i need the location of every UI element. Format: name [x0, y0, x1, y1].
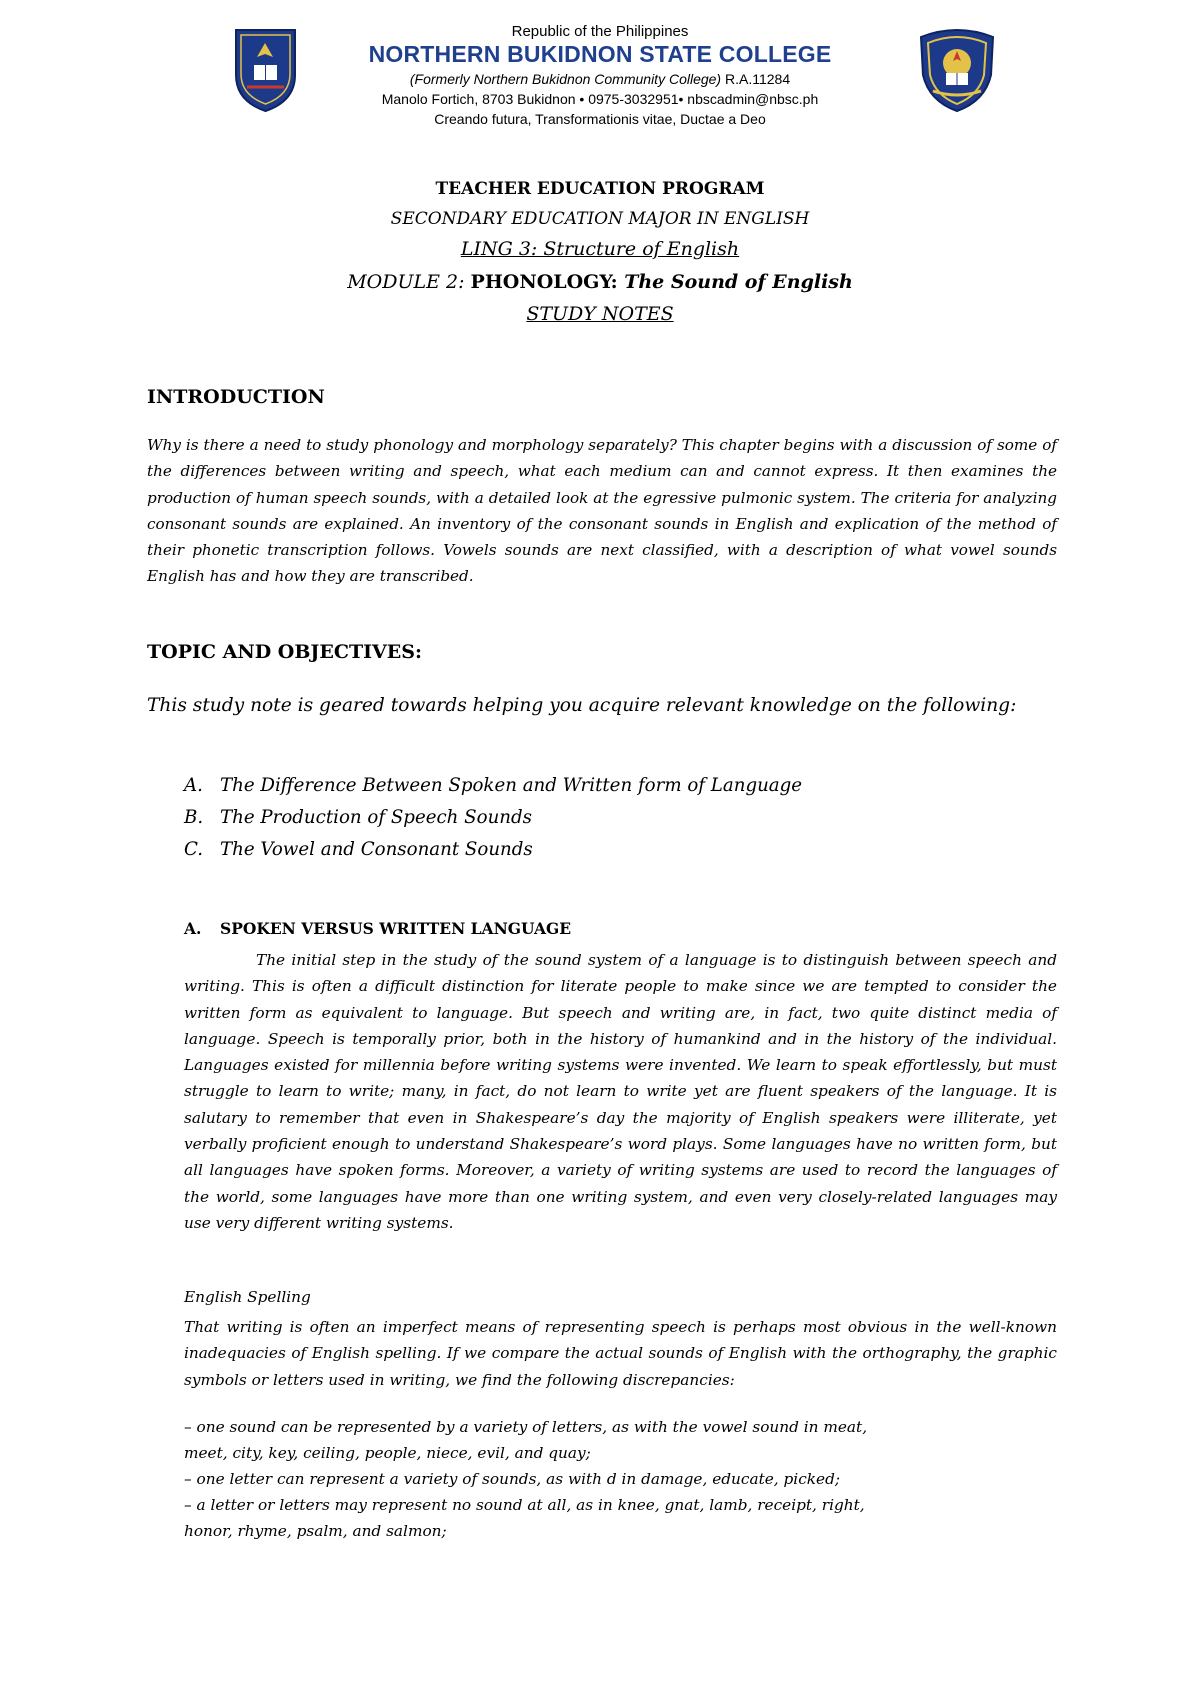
college-motto: Creando futura, Transformationis vitae, Ductae a Deo [434, 111, 766, 127]
objective-item [184, 775, 802, 796]
section-a-paragraph: The initial step in the study of the sound system of a language is to distinguish between speech and writing. This is often a difficult distinction for literate people to make since we are tempted to consider the written form as equivalent to language. But speech and writing are, in fact, two quite distinct media of language. Speech is temporally prior, both in the history of humankind and in the history of the individual. Languages existed for millennia before writing systems were invented. We learn to speak effortlessly, but must struggle to learn to write; many, in fact, do not learn to write yet are fluent speakers of the language. It is salutary to remember that even in Shakespeare’s day the majority of English speakers were illiterate, yet verbally proficient enough to understand Shakespeare’s word plays. Some languages have no written form, but all languages have spoken forms. Moreover, a variety of writing systems are used to record the languages of the world, some languages have more than one writing system, and even very closely-related languages may use very different writing systems. [184, 951, 1057, 1232]
program-title: TEACHER EDUCATION PROGRAM [435, 179, 765, 199]
section-a-heading [184, 919, 571, 938]
english-spelling-subheading: English Spelling [184, 1288, 311, 1306]
module-topic: PHONOLOGY: [470, 271, 625, 293]
section-a-title: SPOKEN VERSUS WRITTEN LANGUAGE [220, 919, 572, 938]
discrepancy-line: honor, rhyme, psalm, and salmon; [184, 1522, 447, 1540]
discrepancy-line: – one sound can be represented by a variety of letters, as with the vowel sound in meat, [184, 1418, 868, 1436]
module-number: MODULE 2: [347, 271, 471, 293]
program-major: SECONDARY EDUCATION MAJOR IN ENGLISH [390, 209, 810, 229]
discrepancy-line: – one letter can represent a variety of sounds, as with d in damage, educate, picked; [184, 1470, 841, 1488]
college-seal-right-icon [913, 25, 1001, 113]
discrepancy-line: meet, city, key, ceiling, people, niece, evil, and quay; [184, 1444, 591, 1462]
section-a-letter: A. [184, 919, 202, 938]
college-seal-left-icon [233, 27, 298, 113]
college-address: Manolo Fortich, 8703 Bukidnon • 0975-3032951• nbscadmin@nbsc.ph [381, 91, 819, 107]
topics-heading: TOPIC AND OBJECTIVES: [147, 641, 422, 663]
objective-letter: B. [184, 807, 204, 828]
former-name-italic: (Formerly Northern Bukidnon Community College) [409, 71, 722, 87]
objective-text: The Difference Between Spoken and Written form of Language [220, 775, 803, 796]
introduction-paragraph: Why is there a need to study phonology and morphology separately? This chapter begins with a discussion of some of the differences between writing and speech, what each medium can and cannot express. It then examines the production of human speech sounds, with a detailed look at the egressive pulmonic system. The criteria for analyzing consonant sounds are explained. An inventory of the consonant sounds in English and explication of the method of their phonetic transcription follows. Vowels sounds are next classified, with a description of what vowel sounds English has and how they are transcribed. [147, 436, 1057, 586]
introduction-heading: INTRODUCTION [147, 386, 325, 408]
discrepancy-line: – a letter or letters may represent no sound at all, as in knee, gnat, lamb, receipt, right, [184, 1496, 865, 1514]
objective-item [184, 807, 532, 828]
module-title [0, 271, 1200, 293]
module-subtitle: The Sound of English [624, 271, 853, 293]
course-title: LING 3: Structure of English [460, 238, 740, 260]
objective-text: The Production of Speech Sounds [220, 807, 532, 828]
republic-label: Republic of the Philippines [511, 23, 689, 40]
college-name: NORTHERN BUKIDNON STATE COLLEGE [368, 41, 832, 67]
study-notes-label: STUDY NOTES [526, 303, 674, 325]
objective-letter: A. [184, 775, 203, 796]
college-former-name [300, 71, 900, 87]
objective-item [184, 839, 533, 860]
english-spelling-paragraph: That writing is often an imperfect means of representing speech is perhaps most obvious in the well-known inadequacies of English spelling. If we compare the actual sounds of English with the orthography, the graphic symbols or letters used in writing, we find the following discrepancies: [184, 1318, 1057, 1389]
republic-act: R.A.11284 [721, 71, 791, 87]
topics-intro-paragraph: This study note is geared towards helping you acquire relevant knowledge on the following: [147, 695, 1017, 716]
objective-letter: C. [184, 839, 204, 860]
objective-text: The Vowel and Consonant Sounds [220, 839, 533, 860]
